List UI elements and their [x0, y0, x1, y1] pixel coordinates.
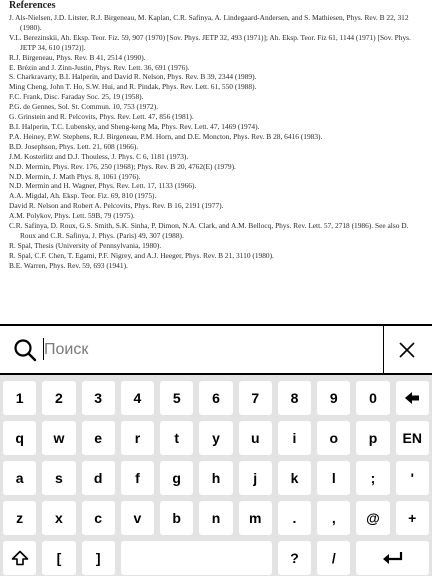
key-f[interactable]: f [121, 461, 154, 495]
shift-icon [11, 550, 29, 566]
reference-item: A.M. Polykov, Phys. Lett. 59B, 79 (1975). [9, 211, 135, 221]
search-divider [383, 326, 384, 373]
reference-item: J. Als-Nielsen, J.D. Litster, R.J. Birgeneau, M. Kaplan, C.R. Safinya, A. Lindegaard-Andersen, and S. Mathiesen, Phys. Rev. B 22, 312 (1980). [9, 13, 409, 32]
reference-item: R. Spal, C.F. Chen, T. Egami, P.F. Nigrey, and A.J. Heeger, Phys. Rev. B 21, 3110 (1980). [9, 250, 274, 260]
key-g[interactable]: g [160, 461, 193, 495]
space-key[interactable] [121, 541, 272, 575]
key-z[interactable]: z [3, 501, 36, 535]
key-y[interactable]: y [199, 421, 232, 455]
key-9[interactable]: 9 [317, 381, 350, 415]
key-question[interactable]: ? [278, 541, 311, 575]
reference-item: N.D. Mermin, J. Math Phys. 8, 1061 (1976). [9, 171, 141, 181]
close-icon[interactable] [397, 340, 417, 360]
reference-item: A.A. Migdal, Ah. Eksp. Teor. Fiz. 69, 810 (1975). [9, 191, 157, 201]
key-l[interactable]: l [317, 461, 350, 495]
reference-item: G. Grinstein and R. Pelcovits, Phys. Rev. Lett. 47, 856 (1981). [9, 112, 194, 122]
key-slash[interactable]: / [317, 541, 350, 575]
key-semicolon[interactable]: ; [356, 461, 389, 495]
key-right-bracket[interactable]: ] [82, 541, 115, 575]
key-d[interactable]: d [82, 461, 115, 495]
reference-item: N.D. Mermin and H. Wagner, Phys. Rev. Lett. 17, 1133 (1966). [9, 181, 197, 191]
shift-key[interactable] [3, 541, 36, 575]
enter-icon [382, 551, 404, 565]
key-i[interactable]: i [278, 421, 311, 455]
key-at[interactable]: @ [356, 501, 389, 535]
key-e[interactable]: e [82, 421, 115, 455]
backspace-icon [404, 391, 420, 405]
reference-item: E. Brézin and J. Zinn-Justin, Phys. Rev. Lett. 36, 691 (1976). [9, 62, 190, 72]
key-q[interactable]: q [3, 421, 36, 455]
search-bar [0, 324, 432, 375]
key-4[interactable]: 4 [121, 381, 154, 415]
key-3[interactable]: 3 [82, 381, 115, 415]
reference-item: F.C. Frank, Disc. Faraday Soc. 25, 19 (1958). [9, 92, 144, 102]
reference-item: P.A. Heiney, P.W. Stephens, R.J. Birgeneau, P.M. Horn, and D.E. Moncton, Phys. Rev. B 28, 6416 (1983). [9, 131, 323, 141]
key-7[interactable]: 7 [239, 381, 272, 415]
key-b[interactable]: b [160, 501, 193, 535]
references-list [9, 13, 425, 271]
key-c[interactable]: c [82, 501, 115, 535]
key-j[interactable]: j [239, 461, 272, 495]
key-comma[interactable]: , [317, 501, 350, 535]
key-plus[interactable]: + [396, 501, 429, 535]
reference-item: David R. Nelson and Robert A. Pelcovits, Phys. Rev. B 16, 2191 (1977). [9, 201, 224, 211]
key-o[interactable]: o [317, 421, 350, 455]
language-switch-key[interactable]: EN [396, 421, 429, 455]
key-apostrophe[interactable]: ' [396, 461, 429, 495]
reference-item: B.I. Halperin, T.C. Lubensky, and Sheng-keng Ma, Phys. Rev. Lett. 47, 1469 (1974). [9, 121, 260, 131]
reference-item: N.D. Mermin, Phys. Rev. 176, 250 (1968); Phys. Rev. B 20, 4762(E) (1979). [9, 161, 236, 171]
backspace-key[interactable] [396, 381, 429, 415]
reference-item: J.M. Kosterlitz and D.J. Thouless, J. Phys. C 6, 1181 (1973). [9, 151, 189, 161]
key-1[interactable]: 1 [3, 381, 36, 415]
key-8[interactable]: 8 [278, 381, 311, 415]
reference-item: C.R. Safinya, D. Roux, G.S. Smith, S.K. Sinha, P. Dimon, N.A. Clark, and A.M. Bellocq, Phys. Rev. Lett. 57, 2718 (1986). See also D. Roux and C.R. Safinya, J. Phys. (Paris) 49, 307 (1988). [9, 221, 409, 240]
key-0[interactable]: 0 [356, 381, 389, 415]
key-left-bracket[interactable]: [ [42, 541, 75, 575]
reference-item: R.J. Birgeneau, Phys. Rev. B 41, 2514 (1990). [9, 52, 146, 62]
key-x[interactable]: x [42, 501, 75, 535]
reference-item: Ming Cheng, John T. Ho, S.W. Hui, and R. Pindak, Phys. Rev. Lett. 61, 550 (1988). [9, 82, 257, 92]
reference-item: S. Charkravarty, B.I. Halperin, and David R. Nelson, Phys. Rev. B 39, 2344 (1989). [9, 72, 257, 82]
references-heading: References [9, 0, 56, 11]
key-m[interactable]: m [239, 501, 272, 535]
reference-item: B.E. Warren, Phys. Rev. 59, 693 (1941). [9, 260, 128, 270]
reference-item: P.G. de Gennes, Sol. St. Commun. 10, 753 (1972). [9, 102, 159, 112]
key-2[interactable]: 2 [42, 381, 75, 415]
on-screen-keyboard [0, 375, 432, 576]
key-h[interactable]: h [199, 461, 232, 495]
key-s[interactable]: s [42, 461, 75, 495]
key-w[interactable]: w [42, 421, 75, 455]
key-t[interactable]: t [160, 421, 193, 455]
key-u[interactable]: u [239, 421, 272, 455]
search-icon[interactable] [12, 337, 38, 363]
key-v[interactable]: v [121, 501, 154, 535]
key-a[interactable]: a [3, 461, 36, 495]
key-r[interactable]: r [121, 421, 154, 455]
key-k[interactable]: k [278, 461, 311, 495]
reference-item: V.L. Berezinskii, Ah. Eksp. Teor. Fiz. 59, 907 (1970) [Sov. Phys. JETP 32, 493 (1971)]; Ah. Eksp. Teor. Fiz 61, 1144 (1971) [Sov. Phys. JETP 34, 610 (1972)]. [9, 32, 411, 52]
reference-item: R. Spal, Thesis (University of Pennsylvania, 1980). [9, 240, 162, 250]
text-caret [43, 338, 44, 360]
reference-item: B.D. Josephson, Phys. Lett. 21, 608 (1966). [9, 141, 139, 151]
key-n[interactable]: n [199, 501, 232, 535]
search-input[interactable] [44, 336, 374, 364]
enter-key[interactable] [356, 541, 429, 575]
key-p[interactable]: p [356, 421, 389, 455]
key-6[interactable]: 6 [199, 381, 232, 415]
key-period[interactable]: . [278, 501, 311, 535]
key-5[interactable]: 5 [160, 381, 193, 415]
